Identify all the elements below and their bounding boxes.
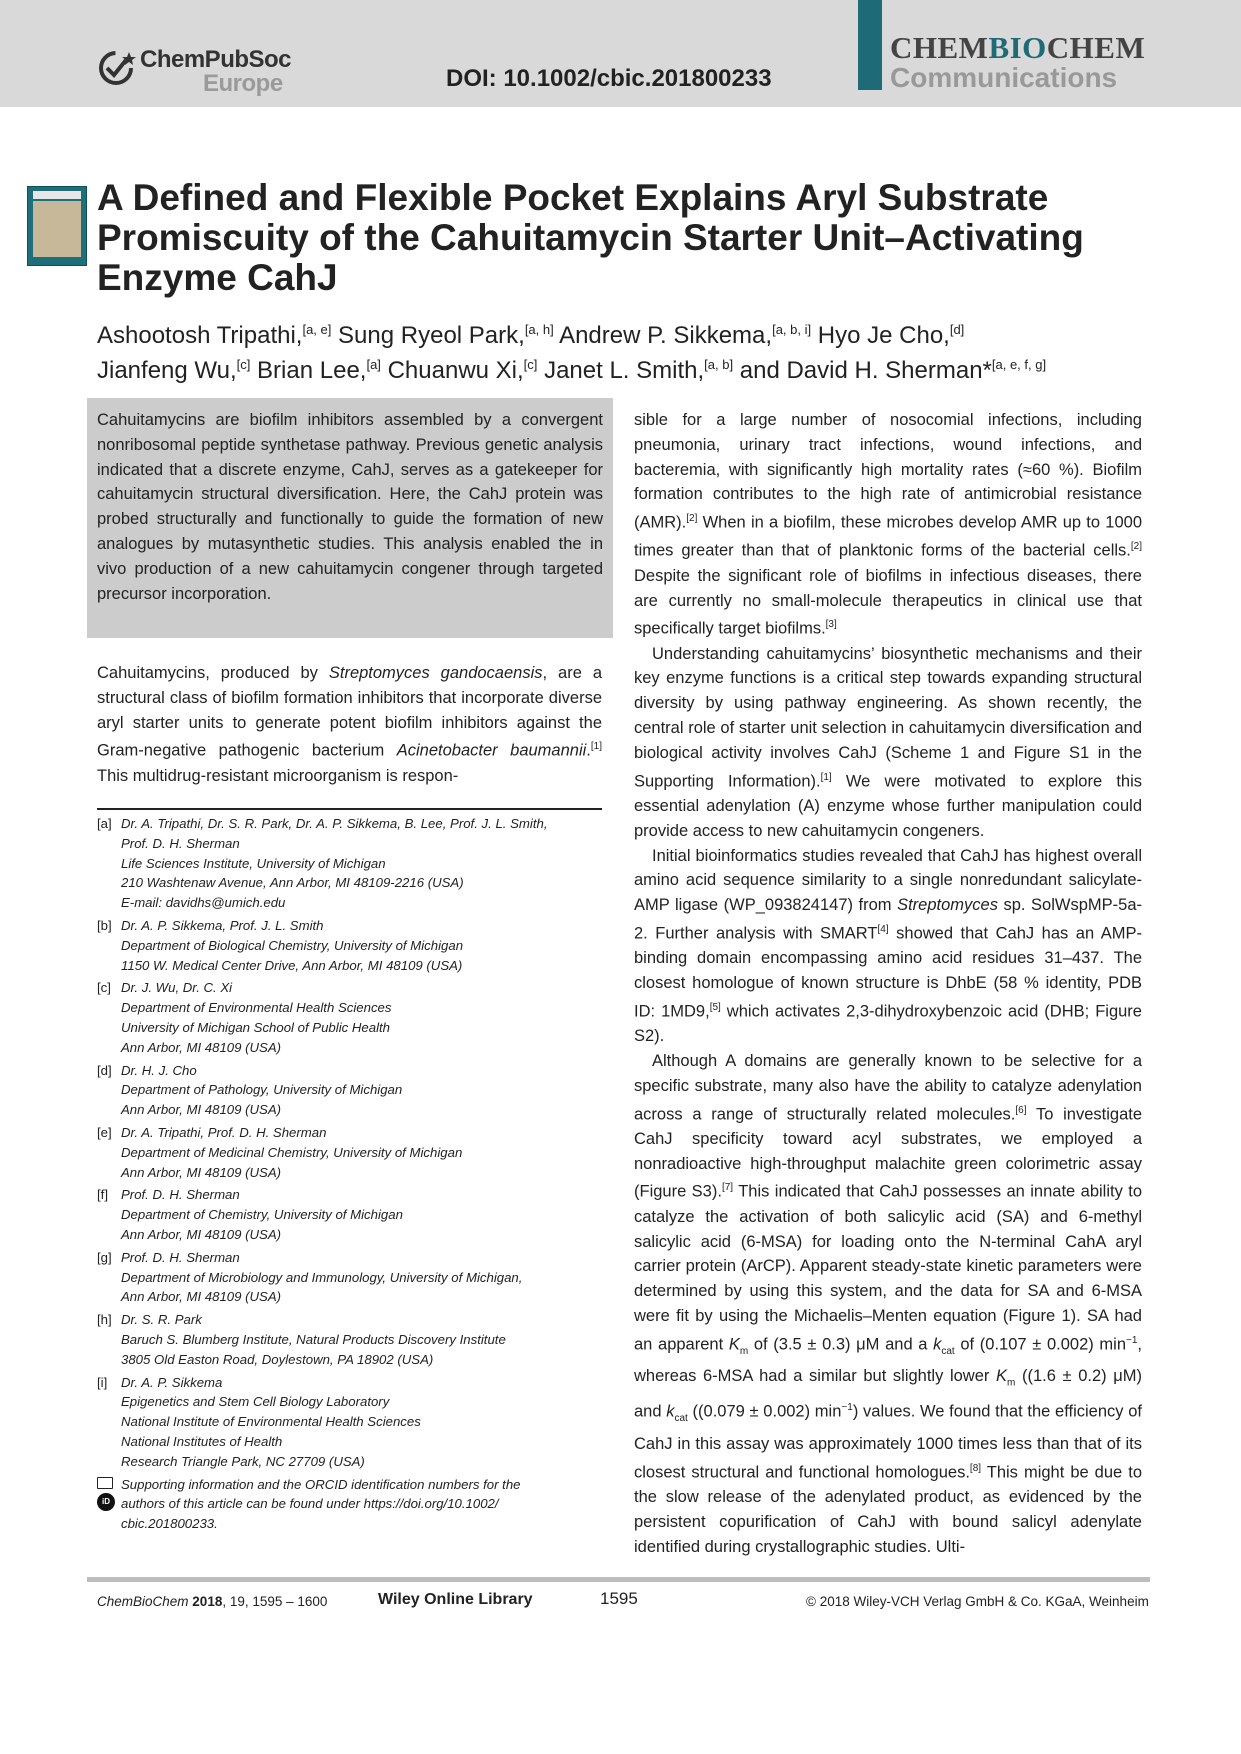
affiliation-line: National Institute of Environmental Health Sciences xyxy=(121,1414,421,1430)
body-text: This might be due to the slow release of the adenylated product, as evidenced by the persistent copurification of CahJ with bound salicyl adenylate identified during crystallographic studies. Ulti- xyxy=(634,1463,1142,1556)
journal-accent-bar xyxy=(858,0,882,90)
affiliation-text xyxy=(121,1310,607,1369)
right-column-body xyxy=(634,408,1142,1559)
journal-name[interactable] xyxy=(890,30,1145,66)
affiliation-line: Ann Arbor, MI 48109 (USA) xyxy=(121,1226,282,1242)
math-symbol: K xyxy=(728,1335,740,1354)
body-paragraph xyxy=(634,408,1142,642)
journal-name-part: BIO xyxy=(988,30,1047,65)
journal-name-part: CHEM xyxy=(1046,30,1146,65)
affiliation-line: Dr. A. Tripathi, Prof. D. H. Sherman xyxy=(121,1124,327,1140)
computer-icon xyxy=(97,1477,113,1489)
affiliation-tag: [c] xyxy=(97,980,111,996)
math-subscript: m xyxy=(1007,1377,1016,1389)
author-list xyxy=(97,315,1177,385)
author-affiliation-ref: [a, b] xyxy=(704,357,734,372)
author-name[interactable]: Hyo Je Cho, xyxy=(817,322,950,349)
author-affiliation-ref: [a] xyxy=(366,357,381,372)
affiliation-entry xyxy=(97,814,607,913)
footer-divider xyxy=(87,1577,1150,1582)
author-affiliation-ref: [a, h] xyxy=(524,322,554,337)
body-text: When in a biofilm, these microbes develop AMR up to 1000 times greater than that of planktonic forms of the bacterial cells. xyxy=(634,513,1142,560)
affiliation-line: Dr. A. Tripathi, Dr. S. R. Park, Dr. A. P. Sikkema, B. Lee, Prof. J. L. Smith, xyxy=(121,816,548,831)
math-subscript: m xyxy=(739,1345,749,1357)
body-text: Although A domains are generally known to be selective for a specific substrate, many also have the ability to catalyze adenylation across a range of structurally related molecules. xyxy=(634,1051,1142,1124)
citation-ref[interactable]: [6] xyxy=(1015,1104,1027,1116)
abstract-text: Cahuitamycins are biofilm inhibitors assembled by a convergent nonribosomal peptide synthetase pathway. Previous genetic analysis indicated that a discrete enzyme, CahJ, serves as a gatekeeper for cahuitamycin structural diversification. Here, the CahJ protein was probed structurally and functionally to guide the formation of new analogues by mutasynthetic studies. This analysis enabled the in vivo production of a new cahuitamycin congener through targeted precursor incorporation. xyxy=(97,411,603,603)
affiliation-entry xyxy=(97,1061,607,1120)
affiliation-line: Dr. S. R. Park xyxy=(121,1312,202,1328)
abstract-box xyxy=(87,398,613,638)
citation-ref[interactable]: [5] xyxy=(709,1001,721,1013)
affiliation-text xyxy=(121,1061,607,1120)
affiliation-line: 1150 W. Medical Center Drive, Ann Arbor, MI 48109 (USA) xyxy=(121,957,463,973)
body-text: of (3.5 ± 0.3) μM and a xyxy=(748,1335,934,1354)
affiliation-tag: [e] xyxy=(97,1124,112,1140)
corresponding-author-mark: * xyxy=(982,357,992,384)
supporting-icons xyxy=(97,1477,115,1511)
math-superscript: −1 xyxy=(841,1402,853,1414)
body-text: of (0.107 ± 0.002) min xyxy=(954,1335,1126,1354)
species-name: Acinetobacter baumannii xyxy=(396,741,587,760)
author-affiliation-ref: [a, e] xyxy=(302,322,332,337)
affiliation-tag: [d] xyxy=(97,1062,112,1078)
journal-cover-thumbnail[interactable] xyxy=(27,186,87,266)
affiliation-line: Epigenetics and Stem Cell Biology Laboratory xyxy=(121,1394,390,1410)
body-text: which activates 2,3-dihydroxybenzoic acid (DHB; Figure S2). xyxy=(634,1002,1142,1046)
body-text: ((0.079 ± 0.002) min xyxy=(687,1402,842,1421)
journal-name-part: CHEM xyxy=(890,30,989,65)
affiliation-tag: [f] xyxy=(97,1187,108,1203)
affiliation-text xyxy=(121,978,607,1057)
body-paragraph xyxy=(97,661,602,788)
body-text: sp. SolWspMP-5a-2. Further analysis with SMART xyxy=(634,896,1142,943)
citation-ref[interactable]: [1] xyxy=(590,741,602,753)
body-text: sible for a large number of nosocomial infections, including pneumonia, urinary tract infections, wound infections, and bacteremia, with significantly high mortality rates (≈60 %). Biofilm formation contributes to the high rate of antimicrobial resistance (AMR). xyxy=(634,411,1142,532)
publisher-region: Europe xyxy=(203,70,283,97)
supporting-link[interactable]: cbic.201800233. xyxy=(121,1516,218,1532)
affiliation-entry xyxy=(97,1310,607,1369)
math-subscript: cat xyxy=(941,1345,955,1357)
body-text: This indicated that CahJ possesses an innate ability to catalyze the activation of both salicylic acid (SA) and 6-methyl salicylic acid (6-MSA) for loading onto the N-terminal CahA aryl carrier protein (ArCP). Apparent steady-state kinetic parameters were determined by using this system, and the data for SA and 6-MSA were fit by using the Michaelis–Menten equation (Figure 1). SA had an apparent xyxy=(634,1182,1143,1354)
body-text: Initial bioinformatics studies revealed that CahJ has highest overall amino acid sequence similarity to a single nonredundant salicylate-AMP ligase (WP_093824147) from xyxy=(634,846,1142,915)
affiliation-line: Baruch S. Blumberg Institute, Natural Products Discovery Institute xyxy=(121,1331,506,1347)
affiliation-entry xyxy=(97,916,607,975)
affiliation-tag: [h] xyxy=(97,1312,112,1328)
body-text: ((1.6 ± 0.2) μM) and xyxy=(634,1367,1142,1421)
affiliation-entry xyxy=(97,978,607,1057)
author-name[interactable]: and David H. Sherman xyxy=(739,357,983,384)
affiliation-line: Ann Arbor, MI 48109 (USA) xyxy=(121,1039,282,1055)
affiliation-line: Dr. A. P. Sikkema, Prof. J. L. Smith xyxy=(121,917,324,933)
affiliation-line: University of Michigan School of Public Health xyxy=(121,1019,391,1035)
body-paragraph xyxy=(634,642,1142,844)
affiliation-line: Prof. D. H. Sherman xyxy=(121,835,240,851)
author-name[interactable]: Janet L. Smith, xyxy=(544,357,705,384)
affiliation-text xyxy=(121,1248,607,1307)
doi-link[interactable]: DOI: 10.1002/cbic.201800233 xyxy=(446,65,772,92)
author-affiliation-ref: [d] xyxy=(949,322,965,337)
body-text: , are a structural class of biofilm formation inhibitors that incorporate diverse aryl starter units to generate potent biofilm inhibitors against the Gram-negative pathogenic bacterium xyxy=(97,664,602,760)
affiliation-line: National Institutes of Health xyxy=(121,1433,283,1449)
author-affiliation-ref: [a, b, i] xyxy=(772,322,812,337)
body-text: , whereas 6-MSA had a similar but slightly lower xyxy=(634,1335,1142,1386)
affiliation-line: Ann Arbor, MI 48109 (USA) xyxy=(121,1102,282,1118)
author-name[interactable]: Sung Ryeol Park, xyxy=(338,322,525,349)
body-text: showed that CahJ has an AMP-binding domain encompassing amino acid residues 31–437. The closest homologue of known structure is DhbE (58 % identity, PDB ID: 1MD9, xyxy=(634,924,1143,1021)
math-superscript: −1 xyxy=(1126,1334,1138,1346)
body-text: We were motivated to explore this essential adenylation (A) enzyme whose further manipulation could provide access to new cahuitamycin congeners. xyxy=(634,772,1142,840)
affiliation-line: Dr. J. Wu, Dr. C. Xi xyxy=(121,980,233,996)
affiliation-line: Department of Medicinal Chemistry, University of Michigan xyxy=(121,1144,463,1160)
article-section: Communications xyxy=(890,62,1118,93)
citation-ref[interactable]: [1] xyxy=(820,771,832,783)
math-subscript: cat xyxy=(674,1413,688,1425)
affiliation-line: Department of Chemistry, University of Michigan xyxy=(121,1207,403,1223)
body-text: To investigate CahJ specificity toward acyl substrates, we employed a nonradioactive high-throughput malachite green colorimetric assay (Figure S3). xyxy=(634,1105,1143,1201)
body-text: Understanding cahuitamycins’ biosynthetic mechanisms and their key enzyme functions is a critical step towards expanding structural diversity by using pathway engineering. As shown recently, the central role of starter unit selection in cahuitamycin diversification and biological activity involves CahJ (Scheme 1 and Figure S1 in the Supporting Information). xyxy=(634,644,1142,791)
footer-volume-pages: , 19, 1595 – 1600 xyxy=(222,1594,328,1609)
affiliation-text xyxy=(121,1185,607,1244)
cover-artwork xyxy=(33,201,81,257)
affiliation-line: Research Triangle Park, NC 27709 (USA) xyxy=(121,1453,365,1469)
footer-journal: ChemBioChem xyxy=(97,1594,193,1609)
affiliation-line: Life Sciences Institute, University of Michigan xyxy=(121,855,386,871)
author-name[interactable]: Andrew P. Sikkema, xyxy=(559,322,773,349)
affiliation-entry xyxy=(97,1248,607,1307)
body-paragraph xyxy=(634,1049,1142,1560)
affiliation-divider xyxy=(97,808,602,810)
math-symbol: k xyxy=(666,1402,675,1421)
email-link[interactable]: E-mail: davidhs@umich.edu xyxy=(121,895,286,911)
body-paragraph xyxy=(634,844,1142,1049)
author-affiliation-ref: [c] xyxy=(236,357,251,372)
supporting-text: Supporting information and the ORCID identification numbers for the xyxy=(121,1476,521,1492)
author-name[interactable]: Chuanwu Xi, xyxy=(387,357,524,384)
body-text: Cahuitamycins, produced by xyxy=(97,664,329,682)
affiliation-line: Department of Environmental Health Sciences xyxy=(121,1000,392,1016)
citation-ref[interactable]: [7] xyxy=(721,1182,734,1194)
affiliation-line: Department of Microbiology and Immunology, University of Michigan, xyxy=(121,1269,523,1285)
cover-masthead xyxy=(33,191,81,199)
affiliation-line: Ann Arbor, MI 48109 (USA) xyxy=(121,1164,282,1180)
author-name[interactable]: Brian Lee, xyxy=(257,357,367,384)
chempubsoc-logo[interactable] xyxy=(98,46,292,97)
citation-ref[interactable]: [2] xyxy=(686,513,698,525)
author-name[interactable]: Ashootosh Tripathi, xyxy=(97,322,303,349)
affiliation-text xyxy=(121,814,607,913)
species-name: Streptomyces xyxy=(897,896,998,915)
affiliation-text xyxy=(121,1123,607,1182)
affiliation-entry xyxy=(97,1185,607,1244)
affiliation-entry xyxy=(97,1373,607,1472)
orcid-icon[interactable]: iD xyxy=(97,1493,115,1511)
page-number: 1595 xyxy=(600,1589,638,1608)
affiliation-tag: [g] xyxy=(97,1249,112,1265)
affiliations-list xyxy=(97,814,607,1534)
affiliation-line: Dr. H. J. Cho xyxy=(121,1062,197,1078)
affiliation-line: Prof. D. H. Sherman xyxy=(121,1249,240,1265)
citation-ref[interactable]: [2] xyxy=(1130,541,1142,553)
affiliation-line: Ann Arbor, MI 48109 (USA) xyxy=(121,1289,282,1305)
wiley-online-library-link[interactable]: Wiley Online Library xyxy=(378,1591,533,1608)
body-text: This multidrug-resistant microorganism is respon- xyxy=(97,766,459,785)
body-text: ) values. We found that the efficiency of CahJ in this assay was approximately 1000 times less than that of its closest structural and functional homologues. xyxy=(634,1402,1143,1482)
affiliation-line: Prof. D. H. Sherman xyxy=(121,1187,240,1203)
supporting-link[interactable]: authors of this article can be found under https://doi.org/10.1002/ xyxy=(121,1496,499,1512)
affiliation-tag: [b] xyxy=(97,917,112,933)
affiliation-line: Department of Pathology, University of Michigan xyxy=(121,1082,403,1098)
citation-ref[interactable]: [8] xyxy=(969,1462,982,1474)
math-symbol: K xyxy=(996,1367,1008,1386)
affiliation-tag: [i] xyxy=(97,1374,108,1390)
author-name[interactable]: Jianfeng Wu, xyxy=(97,357,237,384)
author-affiliation-ref: [a, e, f, g] xyxy=(991,357,1047,372)
affiliation-text xyxy=(121,1373,607,1472)
species-name: Streptomyces gandocaensis xyxy=(328,664,543,682)
body-text: . xyxy=(586,741,591,760)
affiliation-tag: [a] xyxy=(97,816,112,831)
supporting-information-note xyxy=(97,1475,607,1534)
chempubsoc-logo-icon xyxy=(98,48,136,86)
citation-ref[interactable]: [4] xyxy=(877,923,889,935)
math-symbol: k xyxy=(933,1335,942,1354)
affiliation-line: Department of Biological Chemistry, University of Michigan xyxy=(121,937,464,953)
affiliation-line: 210 Washtenaw Avenue, Ann Arbor, MI 48109-2216 (USA) xyxy=(121,875,464,891)
author-affiliation-ref: [c] xyxy=(523,357,538,372)
page-header xyxy=(0,0,1241,107)
body-text: Despite the significant role of biofilms in infectious diseases, there are currently no small-molecule therapeutics in clinical use that specifically target biofilms. xyxy=(634,566,1142,638)
affiliation-line: 3805 Old Easton Road, Doylestown, PA 18902 (USA) xyxy=(121,1351,434,1367)
article-title: A Defined and Flexible Pocket Explains Aryl Substrate Promiscuity of the Cahuitamycin Starter Unit–Activating Enzyme CahJ xyxy=(97,177,1084,298)
footer-copyright: © 2018 Wiley-VCH Verlag GmbH & Co. KGaA, Weinheim xyxy=(806,1594,1149,1609)
footer-citation xyxy=(97,1594,327,1609)
affiliation-text xyxy=(121,916,607,975)
affiliation-entry xyxy=(97,1123,607,1182)
left-column-body xyxy=(97,661,602,788)
footer-year: 2018 xyxy=(192,1594,223,1609)
citation-ref[interactable]: [3] xyxy=(825,619,837,631)
publisher-name: ChemPubSoc xyxy=(140,46,292,73)
affiliation-line: Dr. A. P. Sikkema xyxy=(121,1374,223,1390)
